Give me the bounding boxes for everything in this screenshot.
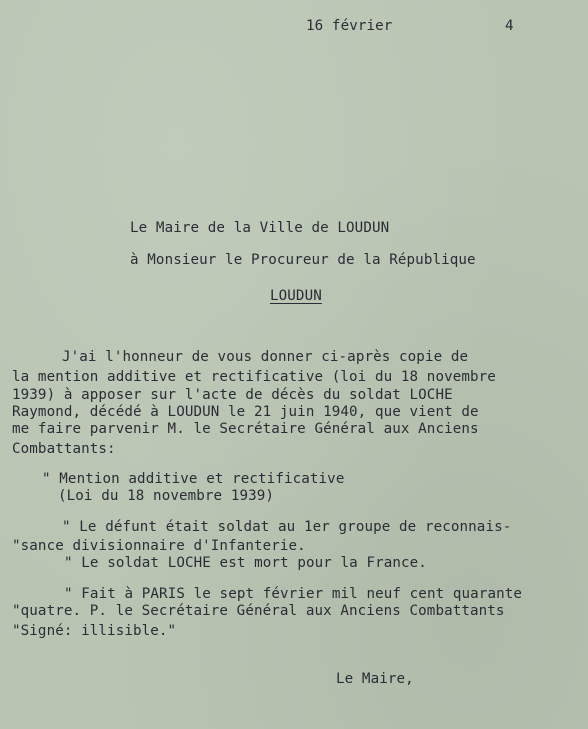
page-number: 4 [505,18,514,34]
mention-text-line-2: "sance divisionnaire d'Infanterie. [12,538,306,554]
intro-line-1: J'ai l'honneur de vous donner ci-après copie de [62,349,469,365]
intro-line-3: 1939) à apposer sur l'acte de décès du soldat LOCHE [12,387,453,403]
header-date: 16 février [306,18,393,34]
closing-quote-line-2: "quatre. P. le Secrétaire Général aux Anciens Combattants [12,603,505,619]
sender-line: Le Maire de la Ville de LOUDUN [130,220,390,236]
mention-text-line-3: " Le soldat LOCHE est mort pour la France. [64,555,427,571]
intro-line-6: Combattants: [12,441,116,457]
signature-label: Le Maire, [336,671,414,687]
intro-line-4: Raymond, décédé à LOUDUN le 21 juin 1940, que vient de [12,404,479,420]
closing-quote-line-1: " Fait à PARIS le sept février mil neuf cent quarante [64,586,523,602]
closing-quote-line-3: "Signé: illisible." [12,623,177,639]
mention-text-line-1: " Le défunt était soldat au 1er groupe de reconnais- [62,519,512,535]
mention-title-line-2: (Loi du 18 novembre 1939) [58,488,275,504]
mention-title-line-1: " Mention additive et rectificative [42,471,345,487]
intro-line-2: la mention additive et rectificative (loi du 18 novembre [12,369,496,385]
intro-line-5: me faire parvenir M. le Secrétaire Général aux Anciens [12,421,479,437]
recipient-place: LOUDUN [270,288,322,304]
recipient-line: à Monsieur le Procureur de la République [130,252,476,268]
